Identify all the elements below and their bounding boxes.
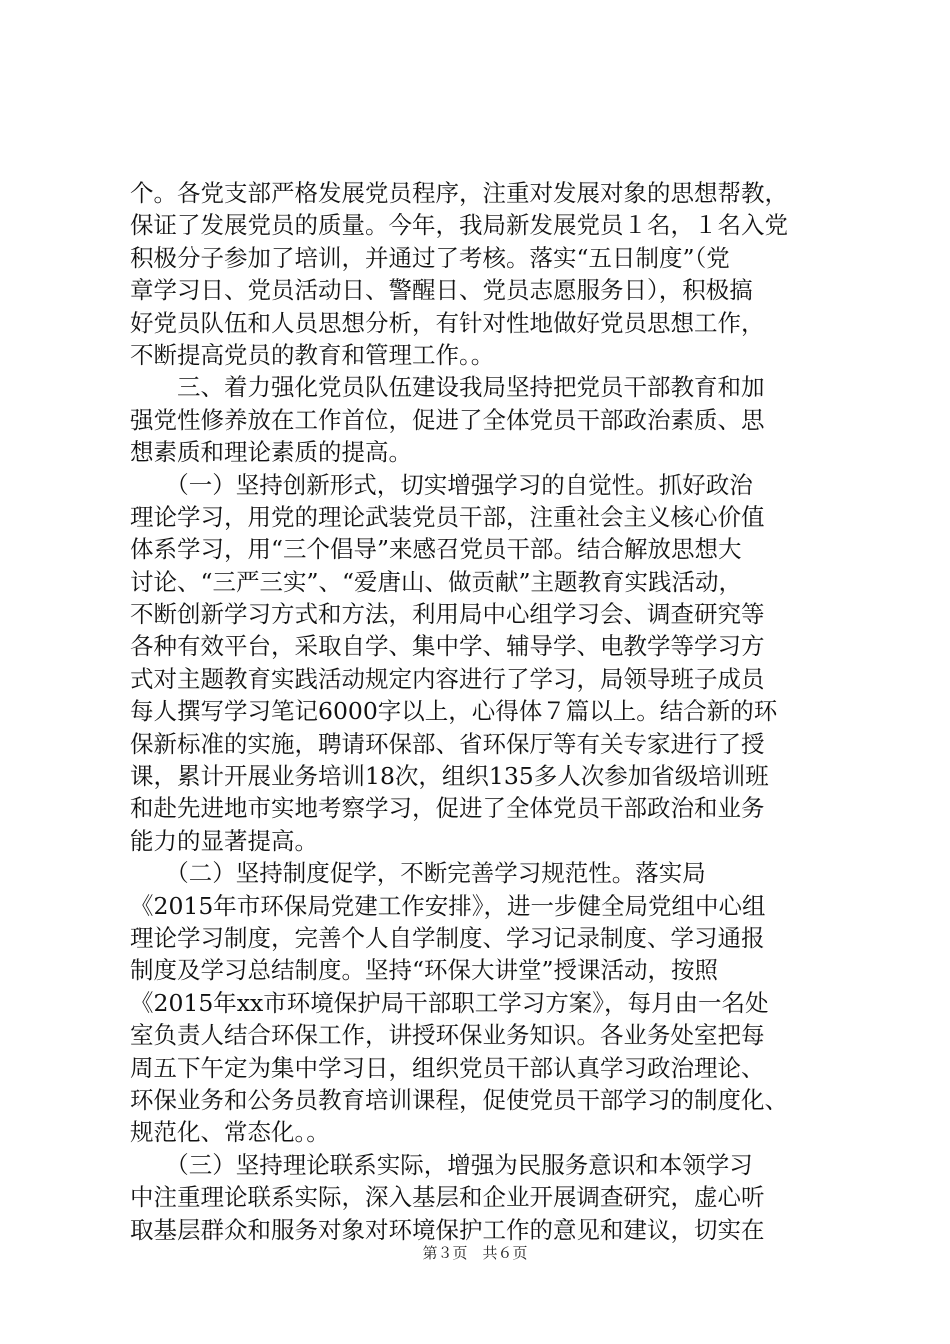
text-line: 和赴先进地市实地考察学习，促进了全体党员干部政治和业务	[130, 794, 765, 823]
text-line: 环保业务和公务员教育培训课程，促使党员干部学习的制度化、	[130, 1085, 788, 1114]
text-line: 《2015年市环保局党建工作安排》，进一步健全局党组中心组	[130, 891, 766, 920]
text-line: 好党员队伍和人员思想分析，有针对性地做好党员思想工作，	[130, 308, 765, 337]
text-line: （二）坚持制度促学，不断完善学习规范性。落实局	[130, 859, 706, 888]
text-line: 理论学习，用党的理论武装党员干部，注重社会主义核心价值	[130, 502, 765, 531]
text-line: 取基层群众和服务对象对环境保护工作的意见和建议，切实在	[130, 1215, 765, 1244]
page-footer: 第３页 共６页	[422, 1244, 528, 1262]
text-line: 三、着力强化党员队伍建设我局坚持把党员干部教育和加	[130, 373, 765, 402]
text-line: 室负责人结合环保工作，讲授环保业务知识。各业务处室把每	[130, 1021, 765, 1050]
text-line: 不断创新学习方式和方法，利用局中心组学习会、调查研究等	[130, 600, 765, 629]
text-line: 各种有效平台，采取自学、集中学、辅导学、电教学等学习方	[130, 632, 765, 661]
text-line: （三）坚持理论联系实际，增强为民服务意识和本领学习	[130, 1150, 753, 1179]
text-line: 课，累计开展业务培训18次，组织135多人次参加省级培训班	[130, 762, 769, 791]
text-line: 周五下午定为集中学习日，组织党员干部认真学习政治理论、	[130, 1053, 765, 1082]
body-text	[130, 177, 830, 1246]
text-line: 《2015年xx市环境保护局干部职工学习方案》，每月由一名处	[130, 988, 769, 1017]
text-line: 想素质和理论素质的提高。	[130, 438, 412, 467]
text-line: 保新标准的实施，聘请环保部、省环保厅等有关专家进行了授	[130, 729, 765, 758]
text-line: 制度及学习总结制度。坚持“环保大讲堂”授课活动，按照	[130, 956, 719, 985]
text-line: 式对主题教育实践活动规定内容进行了学习，局领导班子成员	[130, 664, 765, 693]
text-line: 每人撰写学习笔记6000字以上，心得体７篇以上。结合新的环	[130, 697, 778, 726]
text-line: 中注重理论联系实际，深入基层和企业开展调查研究，虚心听	[130, 1183, 765, 1212]
text-line: 理论学习制度，完善个人自学制度、学习记录制度、学习通报	[130, 923, 765, 952]
text-line: 讨论、“三严三实”、“爱唐山、做贡献”主题教育实践活动，	[130, 567, 743, 596]
text-line: 章学习日、党员活动日、警醒日、党员志愿服务日），积极搞	[130, 276, 753, 305]
text-line: 规范化、常态化。。	[130, 1118, 330, 1147]
text-line: 保证了发展党员的质量。今年，我局新发展党员１名，１名入党	[130, 211, 788, 240]
text-line: 能力的显著提高。	[130, 826, 318, 855]
text-line: 积极分子参加了培训，并通过了考核。落实“五日制度”（党	[130, 243, 730, 272]
text-line: （一）坚持创新形式，切实增强学习的自觉性。抓好政治	[130, 470, 753, 499]
text-line: 不断提高党员的教育和管理工作。。	[130, 340, 495, 369]
text-line: 个。各党支部严格发展党员程序，注重对发展对象的思想帮教，	[130, 179, 788, 207]
text-line: 体系学习，用“三个倡导”来感召党员干部。结合解放思想大	[130, 535, 742, 564]
text-line: 强党性修养放在工作首位，促进了全体党员干部政治素质、思	[130, 405, 765, 434]
